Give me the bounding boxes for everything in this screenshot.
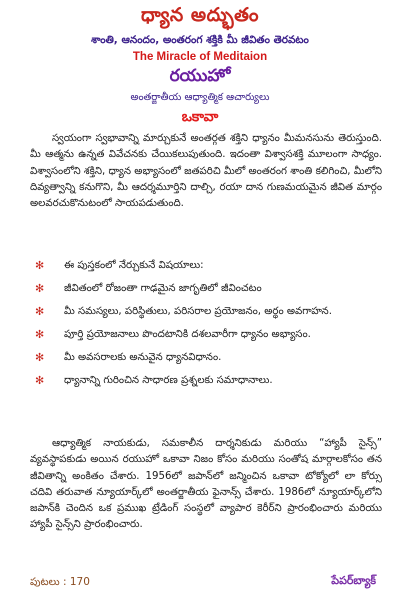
list-item-text: ఈ పుస్తకంలో నేర్చుకునే విషయాలు: bbox=[64, 260, 204, 271]
list-item-text: జీవితంలో రోజంతా గాఢమైన జాగృతిలో జీవించటం bbox=[64, 283, 262, 294]
english-title: The Miracle of Meditaion bbox=[132, 51, 268, 63]
list-item-text: మీ అవసరాలకు అనువైన ధ్యానవిధానం. bbox=[64, 352, 222, 363]
asterisk-icon: ✻ bbox=[35, 305, 45, 318]
list-item bbox=[30, 373, 382, 389]
list-item bbox=[30, 350, 382, 366]
list-item-text: మీ సమస్యలు, పరిస్థితులు, పరిసరాల ప్రయోజనం, అర్థం అవగాహన. bbox=[64, 306, 332, 317]
author-role: అంతర్జాతీయ ఆధ్యాత్మిక ఆచార్యులు bbox=[130, 92, 270, 103]
list-item bbox=[30, 304, 382, 320]
asterisk-icon: ✻ bbox=[35, 282, 45, 295]
list-item bbox=[30, 327, 382, 343]
book-subtitle: శాంతి, ఆనందం, అంతరంగ శక్తికి మీ జీవితం తెరవటం bbox=[91, 34, 309, 46]
learning-points-list bbox=[30, 258, 382, 396]
list-item-text: పూర్తి ప్రయోజనాలు పొందటానికి దశలవారీగా ధ్యానం అభ్యాసం. bbox=[64, 329, 311, 340]
list-item-text: ధ్యానాన్ని గురించిన సాధారణ ప్రశ్నలకు సమాధానాలు. bbox=[64, 375, 273, 386]
binding-type: పేపర్‌బ్యాక్ bbox=[331, 574, 376, 587]
asterisk-icon: ✻ bbox=[35, 351, 45, 364]
list-item bbox=[30, 281, 382, 297]
author-bio-paragraph: ఆధ్యాత్మిక నాయకుడు, సమకాలీన దార్శనికుడు మరియు “హ్యాపీ సైన్స్” వ్యవస్థాపకుడు అయిన రయుహో ఒకావా నిజం కోసం మరియు సంతోష మార్గాలకోసం తన జీవితాన్ని అంకితం చేశారు. 1956లో జపాన్‌లో జన్మించిన ఒకావా టోక్యోలో లా కోర్సు చదివి తరువాత న్యూయార్క్‌లో అంతర్జాతీయ ఫైనాన్స్ చేశారు. 1986లో న్యూయార్క్‌లోని జపాన్‌కి చెందిన ఒక ప్రముఖ ట్రేడింగ్ సంస్థలో వ్యాపార కెరీర్‌ని ప్రారంభించారు మరియు హ్యాపీ సైన్స్‌ని ప్రారంభించారు. bbox=[30, 438, 382, 531]
page-count: పుటలు : 170 bbox=[30, 576, 90, 588]
author-surname: ఒకావా bbox=[181, 109, 219, 125]
asterisk-icon: ✻ bbox=[35, 259, 45, 272]
asterisk-icon: ✻ bbox=[35, 374, 45, 387]
intro-paragraph: స్వయంగా స్వభావాన్ని మార్చుకునే అంతర్గత శక్తిని ధ్యానం మీమనసును తెరుస్తుంది. మీ ఆత్మను ఉన్నత వివేచనకు చేయికలుపుతుంది. ఇదంతా విశ్వాసశక్తి మూలంగా సాధ్యం. విశ్వాసంలోని శక్తిని, ధ్యాన అభ్యాసంలో జతపరిచి మీలో అంతరంగ శాంతి కలిగించి, మీలోని దివ్యత్వాన్ని కనుగొని, మీ ఆదర్శమూర్తిని దాల్చి, రయా దాన గుణమయమైన జీవిత మార్గం అలవరచుకొనుటంలో సాయపడుతుంది. bbox=[30, 133, 382, 210]
list-item bbox=[30, 258, 382, 274]
book-title: ధ్యాన అద్భుతం bbox=[140, 4, 260, 26]
author-name: రయుహో bbox=[169, 66, 231, 86]
asterisk-icon: ✻ bbox=[35, 328, 45, 341]
